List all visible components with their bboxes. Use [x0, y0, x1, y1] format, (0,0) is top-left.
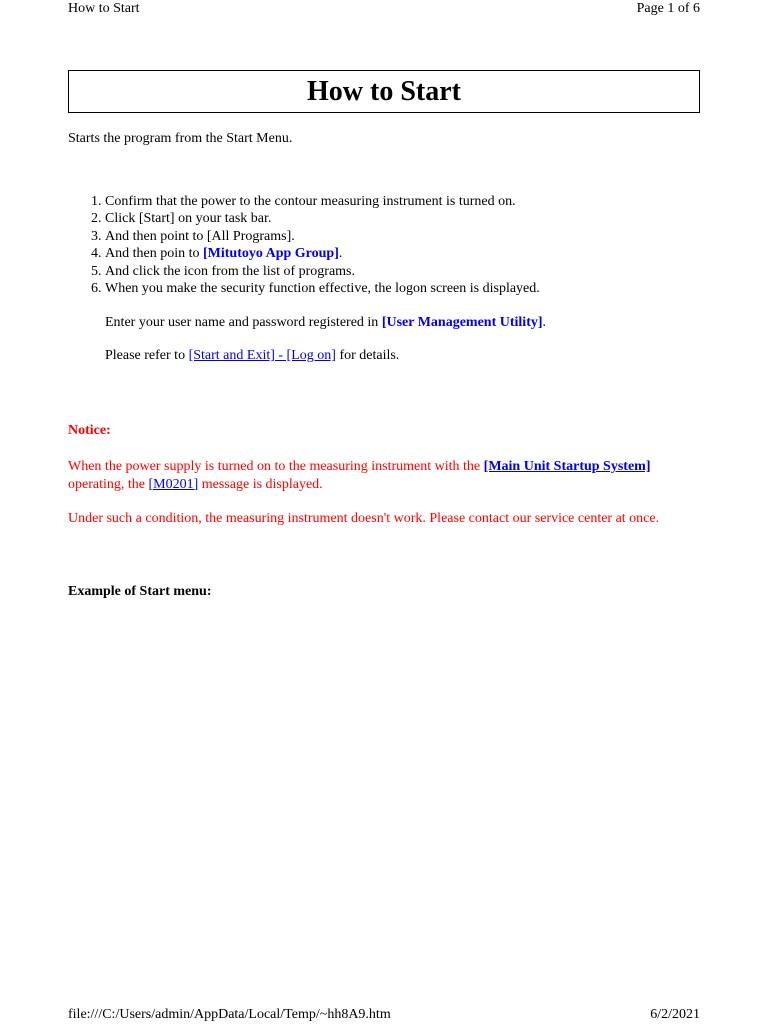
list-item	[105, 263, 700, 281]
step-text: And click the icon from the list of programs.	[105, 263, 355, 279]
header-doc-title: How to Start	[68, 1, 140, 16]
step-text: And then point to [All Programs].	[105, 228, 295, 244]
intro-text: Starts the program from the Start Menu.	[68, 131, 293, 146]
print-footer	[68, 1006, 700, 1024]
login-note-end: .	[542, 314, 547, 330]
list-item	[105, 280, 700, 298]
notice-heading: Notice:	[68, 422, 111, 438]
header-page-number: Page 1 of 6	[636, 1, 700, 16]
step-text: Click [Start] on your task bar.	[105, 211, 272, 226]
list-item	[105, 193, 700, 211]
title-box	[68, 70, 700, 113]
refer-note-end: for details.	[335, 348, 400, 363]
refer-note	[105, 347, 700, 365]
notice-text-end: message is displayed.	[198, 476, 323, 492]
list-item	[105, 210, 700, 228]
list-item	[105, 228, 700, 246]
step-text: And then poin to	[105, 246, 203, 261]
refer-note-text: Please refer to	[105, 348, 189, 363]
list-item	[105, 245, 700, 263]
notice-paragraph-2: Under such a condition, the measuring instrument doesn't work. Please contact our service center at once.	[68, 511, 660, 526]
main-unit-startup-system-link[interactable]: [Main Unit Startup System]	[483, 459, 651, 474]
user-management-utility-term: [User Management Utility]	[381, 314, 543, 330]
notice-text-mid: operating, the	[68, 476, 149, 492]
print-header	[68, 0, 700, 18]
notice-paragraph-1	[68, 458, 700, 493]
step-text-end: .	[338, 246, 343, 261]
login-note-text: Enter your user name and password registered in	[105, 314, 382, 330]
start-and-exit-log-on-link[interactable]: [Start and Exit] - [Log on]	[188, 348, 336, 363]
step-text: When you make the security function effective, the logon screen is displayed.	[105, 281, 540, 296]
step-text: Confirm that the power to the contour measuring instrument is turned on.	[105, 193, 516, 209]
footer-file-path: file:///C:/Users/admin/AppData/Local/Temp/~hh8A9.htm	[68, 1007, 391, 1022]
main-content	[68, 130, 700, 600]
page-title: How to Start	[307, 75, 461, 107]
example-heading: Example of Start menu:	[68, 583, 212, 599]
footer-date: 6/2/2021	[650, 1007, 700, 1022]
m0201-link[interactable]: [M0201]	[148, 476, 199, 492]
login-note	[105, 314, 700, 332]
mitutoyo-app-group-term: [Mitutoyo App Group]	[203, 246, 339, 261]
steps-list	[68, 193, 700, 298]
notice-text: When the power supply is turned on to the measuring instrument with the	[68, 459, 484, 474]
